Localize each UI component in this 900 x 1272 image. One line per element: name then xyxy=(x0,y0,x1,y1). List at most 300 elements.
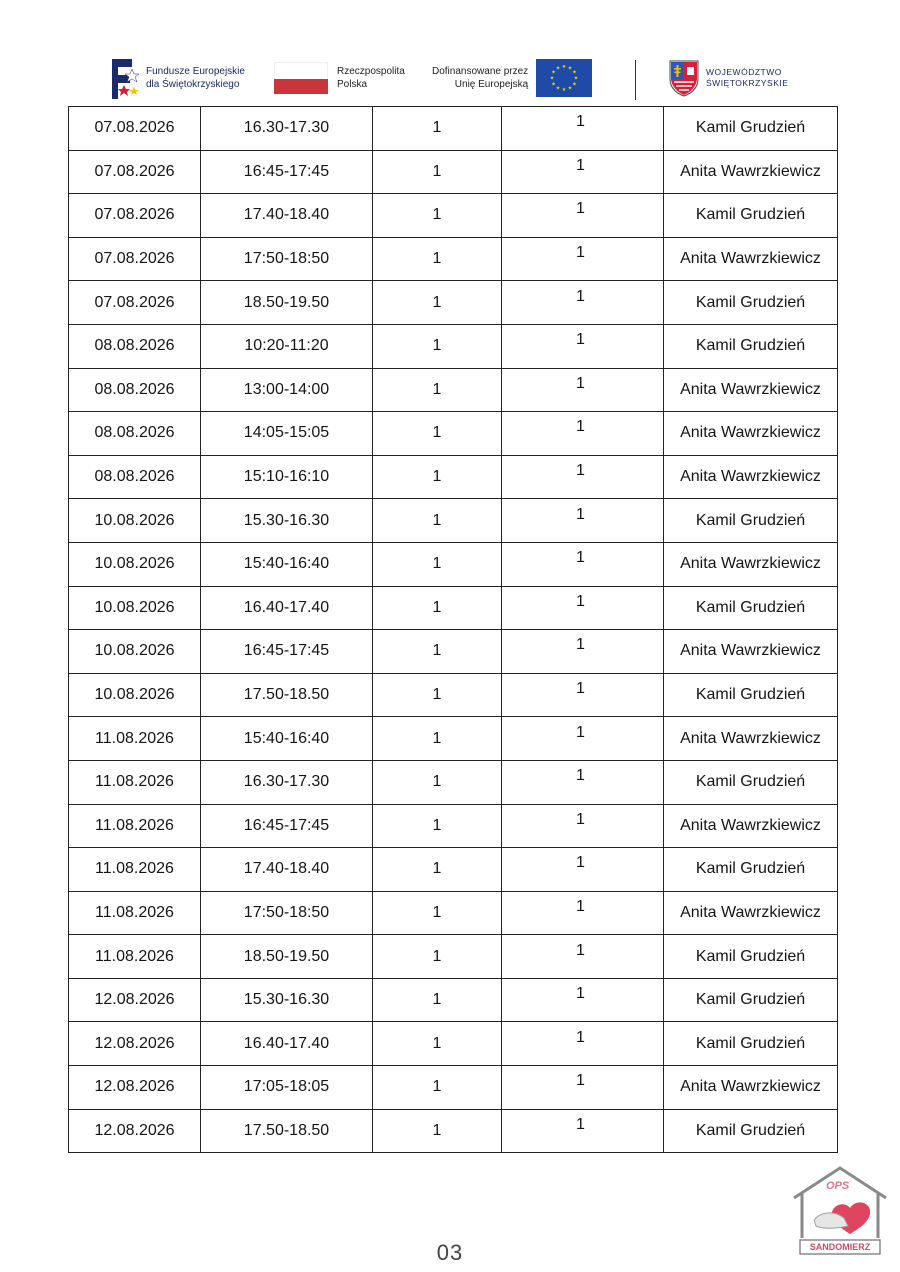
table-row xyxy=(69,107,838,151)
time-cell xyxy=(201,1022,373,1066)
count-cell xyxy=(373,1066,502,1110)
quantity-cell xyxy=(502,324,664,368)
count-cell xyxy=(373,978,502,1022)
count-cell-text: 1 xyxy=(432,206,442,224)
staff-name-cell xyxy=(664,978,838,1022)
quantity-cell-text: 1 xyxy=(576,1072,585,1090)
time-cell xyxy=(201,935,373,979)
staff-name-cell xyxy=(664,891,838,935)
sw-line1: WOJEWÓDZTWO xyxy=(706,67,782,77)
table-row xyxy=(69,1109,838,1153)
date-cell xyxy=(69,1066,201,1110)
table-row xyxy=(69,935,838,979)
staff-name-cell-text: Kamil Grudzień xyxy=(695,511,806,529)
table-row xyxy=(69,324,838,368)
staff-name-cell xyxy=(664,1109,838,1153)
fe-line1: Fundusze Europejskie xyxy=(146,66,245,77)
date-cell-text: 10.08.2026 xyxy=(94,511,175,529)
staff-name-cell-text: Anita Wawrzkiewicz xyxy=(680,903,821,921)
quantity-cell xyxy=(502,542,664,586)
count-cell xyxy=(373,673,502,717)
count-cell-text: 1 xyxy=(432,816,442,834)
count-cell xyxy=(373,107,502,151)
date-cell xyxy=(69,412,201,456)
quantity-cell-text: 1 xyxy=(576,854,585,872)
svg-text:★: ★ xyxy=(573,75,579,82)
quantity-cell-text: 1 xyxy=(576,636,585,654)
date-cell-text: 07.08.2026 xyxy=(94,162,175,180)
staff-name-cell xyxy=(664,542,838,586)
staff-name-cell xyxy=(664,804,838,848)
quantity-cell xyxy=(502,630,664,674)
table-row xyxy=(69,542,838,586)
staff-name-cell xyxy=(664,194,838,238)
svg-text:★: ★ xyxy=(551,81,556,88)
date-cell xyxy=(69,935,201,979)
time-cell xyxy=(201,412,373,456)
quantity-cell xyxy=(502,978,664,1022)
date-cell-text: 12.08.2026 xyxy=(94,1034,175,1052)
count-cell-text: 1 xyxy=(432,162,442,180)
staff-name-cell-text: Kamil Grudzień xyxy=(695,1121,806,1139)
table-row xyxy=(69,848,838,892)
time-cell-text: 15.30-16.30 xyxy=(243,991,330,1009)
eu-flag-icon xyxy=(536,59,592,97)
stamp-sandomierz-text: SANDOMIERZ xyxy=(809,1242,871,1252)
quantity-cell-text: 1 xyxy=(576,549,585,567)
staff-name-cell-text: Anita Wawrzkiewicz xyxy=(680,642,821,660)
quantity-cell-text: 1 xyxy=(576,897,585,915)
polish-flag-icon xyxy=(274,62,328,94)
count-cell xyxy=(373,499,502,543)
table-row xyxy=(69,760,838,804)
date-cell-text: 07.08.2026 xyxy=(94,250,175,268)
staff-name-cell xyxy=(664,107,838,151)
time-cell-text: 16.30-17.30 xyxy=(243,119,330,137)
staff-name-cell-text: Anita Wawrzkiewicz xyxy=(680,162,821,180)
time-cell-text: 16:45-17:45 xyxy=(243,816,330,834)
svg-text:★: ★ xyxy=(572,81,577,88)
date-cell xyxy=(69,717,201,761)
table-row xyxy=(69,412,838,456)
date-cell xyxy=(69,978,201,1022)
quantity-cell xyxy=(502,586,664,630)
time-cell xyxy=(201,542,373,586)
date-cell-text: 12.08.2026 xyxy=(94,991,175,1009)
date-cell-text: 07.08.2026 xyxy=(94,206,175,224)
date-cell-text: 11.08.2026 xyxy=(95,729,174,747)
time-cell xyxy=(201,107,373,151)
table-row xyxy=(69,891,838,935)
table-row xyxy=(69,804,838,848)
quantity-cell-text: 1 xyxy=(576,680,585,698)
table-row xyxy=(69,978,838,1022)
count-cell-text: 1 xyxy=(432,250,442,268)
time-cell-text: 17:50-18:50 xyxy=(243,903,330,921)
date-cell-text: 10.08.2026 xyxy=(94,598,175,616)
svg-text:★: ★ xyxy=(561,64,567,70)
staff-name-cell xyxy=(664,150,838,194)
quantity-cell xyxy=(502,935,664,979)
date-cell xyxy=(69,150,201,194)
count-cell xyxy=(373,717,502,761)
quantity-cell-text: 1 xyxy=(576,505,585,523)
quantity-cell xyxy=(502,368,664,412)
time-cell xyxy=(201,324,373,368)
time-cell xyxy=(201,1109,373,1153)
date-cell xyxy=(69,542,201,586)
time-cell-text: 15:40-16:40 xyxy=(243,729,330,747)
staff-name-cell-text: Kamil Grudzień xyxy=(695,1034,806,1052)
time-cell-text: 18.50-19.50 xyxy=(243,293,330,311)
schedule-table xyxy=(68,106,838,1153)
quantity-cell-text: 1 xyxy=(576,200,585,218)
count-cell-text: 1 xyxy=(432,642,442,660)
staff-name-cell xyxy=(664,760,838,804)
date-cell-text: 11.08.2026 xyxy=(95,860,174,878)
eu-logo xyxy=(432,52,592,104)
quantity-cell xyxy=(502,281,664,325)
date-cell xyxy=(69,760,201,804)
svg-text:★: ★ xyxy=(549,75,555,82)
table-row xyxy=(69,194,838,238)
eu-line2: Unię Europejską xyxy=(454,79,529,90)
staff-name-cell-text: Anita Wawrzkiewicz xyxy=(680,729,821,747)
count-cell-text: 1 xyxy=(432,424,442,442)
time-cell xyxy=(201,499,373,543)
table-row xyxy=(69,586,838,630)
date-cell-text: 11.08.2026 xyxy=(95,903,174,921)
count-cell xyxy=(373,760,502,804)
date-cell xyxy=(69,107,201,151)
count-cell-text: 1 xyxy=(432,860,442,878)
count-cell-text: 1 xyxy=(432,1034,442,1052)
date-cell xyxy=(69,499,201,543)
quantity-cell-text: 1 xyxy=(576,767,585,785)
date-cell xyxy=(69,673,201,717)
date-cell-text: 12.08.2026 xyxy=(94,1078,175,1096)
quantity-cell-text: 1 xyxy=(576,287,585,305)
count-cell-text: 1 xyxy=(432,337,442,355)
staff-name-cell xyxy=(664,586,838,630)
time-cell-text: 15:10-16:10 xyxy=(243,468,330,486)
fe-line2: dla Świętokrzyskiego xyxy=(146,79,240,90)
quantity-cell xyxy=(502,848,664,892)
quantity-cell-text: 1 xyxy=(576,331,585,349)
time-cell xyxy=(201,455,373,499)
date-cell-text: 07.08.2026 xyxy=(94,119,175,137)
count-cell xyxy=(373,150,502,194)
count-cell-text: 1 xyxy=(432,686,442,704)
count-cell xyxy=(373,630,502,674)
count-cell xyxy=(373,412,502,456)
table-row xyxy=(69,717,838,761)
count-cell-text: 1 xyxy=(432,293,442,311)
staff-name-cell-text: Kamil Grudzień xyxy=(695,860,806,878)
staff-name-cell-text: Kamil Grudzień xyxy=(695,293,806,311)
table-row xyxy=(69,237,838,281)
date-cell xyxy=(69,455,201,499)
date-cell xyxy=(69,281,201,325)
date-cell-text: 10.08.2026 xyxy=(94,642,175,660)
staff-name-cell-text: Kamil Grudzień xyxy=(695,947,806,965)
staff-name-cell-text: Kamil Grudzień xyxy=(695,206,806,224)
count-cell-text: 1 xyxy=(432,773,442,791)
time-cell xyxy=(201,848,373,892)
count-cell-text: 1 xyxy=(432,380,442,398)
table-row xyxy=(69,368,838,412)
svg-text:★: ★ xyxy=(567,85,573,92)
date-cell-text: 08.08.2026 xyxy=(94,337,175,355)
date-cell-text: 11.08.2026 xyxy=(95,947,174,965)
count-cell-text: 1 xyxy=(432,903,442,921)
quantity-cell xyxy=(502,499,664,543)
quantity-cell-text: 1 xyxy=(576,941,585,959)
count-cell-text: 1 xyxy=(432,991,442,1009)
page-number: 03 xyxy=(436,1240,464,1265)
staff-name-cell xyxy=(664,281,838,325)
fundusze-europejskie-logo xyxy=(110,52,245,104)
count-cell-text: 1 xyxy=(432,119,442,137)
staff-name-cell xyxy=(664,1066,838,1110)
quantity-cell-text: 1 xyxy=(576,1115,585,1133)
quantity-cell xyxy=(502,455,664,499)
time-cell-text: 15.30-16.30 xyxy=(243,511,330,529)
count-cell xyxy=(373,848,502,892)
swietokrzyskie-logo xyxy=(668,52,788,104)
count-cell xyxy=(373,194,502,238)
svg-text:★: ★ xyxy=(555,85,561,92)
date-cell-text: 12.08.2026 xyxy=(94,1121,175,1139)
date-cell xyxy=(69,1109,201,1153)
date-cell xyxy=(69,324,201,368)
quantity-cell-text: 1 xyxy=(576,723,585,741)
stamp-ops-text: OPS xyxy=(826,1180,850,1192)
quantity-cell-text: 1 xyxy=(576,462,585,480)
count-cell xyxy=(373,935,502,979)
time-cell-text: 13:00-14:00 xyxy=(243,380,330,398)
staff-name-cell-text: Anita Wawrzkiewicz xyxy=(680,555,821,573)
staff-name-cell xyxy=(664,324,838,368)
time-cell xyxy=(201,760,373,804)
time-cell xyxy=(201,630,373,674)
quantity-cell xyxy=(502,673,664,717)
time-cell-text: 17.50-18.50 xyxy=(243,686,330,704)
quantity-cell-text: 1 xyxy=(576,418,585,436)
staff-name-cell-text: Kamil Grudzień xyxy=(695,773,806,791)
date-cell-text: 11.08.2026 xyxy=(95,816,174,834)
staff-name-cell-text: Anita Wawrzkiewicz xyxy=(680,468,821,486)
count-cell xyxy=(373,804,502,848)
sw-line2: ŚWIĘTOKRZYSKIE xyxy=(706,78,789,88)
date-cell xyxy=(69,891,201,935)
quantity-cell xyxy=(502,107,664,151)
staff-name-cell-text: Kamil Grudzień xyxy=(695,991,806,1009)
staff-name-cell xyxy=(664,499,838,543)
time-cell-text: 16:45-17:45 xyxy=(243,162,330,180)
quantity-cell-text: 1 xyxy=(576,374,585,392)
quantity-cell xyxy=(502,1109,664,1153)
coat-of-arms-icon xyxy=(668,59,700,97)
quantity-cell xyxy=(502,1022,664,1066)
time-cell xyxy=(201,891,373,935)
time-cell-text: 18.50-19.50 xyxy=(243,947,330,965)
table-row xyxy=(69,499,838,543)
time-cell-text: 16:45-17:45 xyxy=(243,642,330,660)
staff-name-cell xyxy=(664,935,838,979)
time-cell-text: 17.40-18.40 xyxy=(243,206,330,224)
time-cell-text: 14:05-15:05 xyxy=(243,424,330,442)
staff-name-cell xyxy=(664,848,838,892)
count-cell xyxy=(373,891,502,935)
svg-text:★: ★ xyxy=(555,65,561,72)
time-cell-text: 17.40-18.40 xyxy=(243,860,330,878)
time-cell xyxy=(201,586,373,630)
staff-name-cell xyxy=(664,1022,838,1066)
staff-name-cell xyxy=(664,368,838,412)
count-cell xyxy=(373,586,502,630)
rzeczpospolita-logo xyxy=(274,52,405,104)
quantity-cell-text: 1 xyxy=(576,592,585,610)
time-cell xyxy=(201,673,373,717)
date-cell-text: 11.08.2026 xyxy=(95,773,174,791)
quantity-cell-text: 1 xyxy=(576,113,585,131)
time-cell-text: 17:05-18:05 xyxy=(243,1078,330,1096)
quantity-cell xyxy=(502,150,664,194)
count-cell-text: 1 xyxy=(432,1121,442,1139)
table-row xyxy=(69,150,838,194)
time-cell-text: 16.40-17.40 xyxy=(243,598,330,616)
table-row xyxy=(69,1022,838,1066)
quantity-cell xyxy=(502,891,664,935)
count-cell xyxy=(373,281,502,325)
staff-name-cell-text: Anita Wawrzkiewicz xyxy=(680,816,821,834)
staff-name-cell-text: Anita Wawrzkiewicz xyxy=(680,424,821,442)
quantity-cell xyxy=(502,194,664,238)
staff-name-cell xyxy=(664,455,838,499)
time-cell-text: 16.30-17.30 xyxy=(243,773,330,791)
date-cell xyxy=(69,804,201,848)
staff-name-cell xyxy=(664,412,838,456)
time-cell xyxy=(201,978,373,1022)
date-cell xyxy=(69,194,201,238)
count-cell-text: 1 xyxy=(432,511,442,529)
table-row xyxy=(69,281,838,325)
date-cell-text: 08.08.2026 xyxy=(94,468,175,486)
count-cell-text: 1 xyxy=(432,1078,442,1096)
staff-name-cell-text: Kamil Grudzień xyxy=(695,119,806,137)
date-cell xyxy=(69,237,201,281)
count-cell xyxy=(373,1109,502,1153)
svg-text:★: ★ xyxy=(572,69,577,76)
count-cell-text: 1 xyxy=(432,468,442,486)
time-cell xyxy=(201,150,373,194)
staff-name-cell-text: Kamil Grudzień xyxy=(695,337,806,355)
quantity-cell xyxy=(502,237,664,281)
time-cell xyxy=(201,804,373,848)
staff-name-cell xyxy=(664,630,838,674)
count-cell xyxy=(373,1022,502,1066)
date-cell xyxy=(69,1022,201,1066)
count-cell xyxy=(373,368,502,412)
time-cell xyxy=(201,717,373,761)
staff-name-cell xyxy=(664,717,838,761)
count-cell xyxy=(373,542,502,586)
count-cell-text: 1 xyxy=(432,947,442,965)
date-cell-text: 07.08.2026 xyxy=(94,293,175,311)
quantity-cell xyxy=(502,804,664,848)
time-cell-text: 16.40-17.40 xyxy=(243,1034,330,1052)
quantity-cell-text: 1 xyxy=(576,985,585,1003)
time-cell xyxy=(201,281,373,325)
staff-name-cell xyxy=(664,673,838,717)
staff-name-cell-text: Anita Wawrzkiewicz xyxy=(680,1078,821,1096)
quantity-cell-text: 1 xyxy=(576,244,585,262)
fe-stars-icon xyxy=(110,55,140,101)
count-cell xyxy=(373,455,502,499)
quantity-cell xyxy=(502,760,664,804)
staff-name-cell-text: Anita Wawrzkiewicz xyxy=(680,380,821,398)
time-cell xyxy=(201,368,373,412)
time-cell-text: 10:20-11:20 xyxy=(244,337,329,355)
svg-text:★: ★ xyxy=(551,69,556,76)
table-row xyxy=(69,1066,838,1110)
time-cell xyxy=(201,1066,373,1110)
date-cell-text: 08.08.2026 xyxy=(94,424,175,442)
logo-bar xyxy=(110,52,800,104)
time-cell-text: 17.50-18.50 xyxy=(243,1121,330,1139)
staff-name-cell-text: Anita Wawrzkiewicz xyxy=(680,250,821,268)
count-cell xyxy=(373,237,502,281)
date-cell-text: 10.08.2026 xyxy=(94,686,175,704)
time-cell-text: 15:40-16:40 xyxy=(243,555,330,573)
count-cell-text: 1 xyxy=(432,729,442,747)
staff-name-cell-text: Kamil Grudzień xyxy=(695,686,806,704)
rp-line1: Rzeczpospolita xyxy=(337,66,405,77)
eu-line1: Dofinansowane przez xyxy=(432,66,529,77)
time-cell xyxy=(201,237,373,281)
date-cell xyxy=(69,630,201,674)
date-cell xyxy=(69,848,201,892)
quantity-cell xyxy=(502,412,664,456)
count-cell xyxy=(373,324,502,368)
quantity-cell-text: 1 xyxy=(576,156,585,174)
ops-sandomierz-stamp xyxy=(790,1162,890,1262)
svg-text:★: ★ xyxy=(561,87,567,93)
rp-line2: Polska xyxy=(337,79,368,90)
schedule-table-body xyxy=(69,107,838,1153)
staff-name-cell-text: Kamil Grudzień xyxy=(695,598,806,616)
table-row xyxy=(69,630,838,674)
time-cell-text: 17:50-18:50 xyxy=(243,250,330,268)
time-cell xyxy=(201,194,373,238)
staff-name-cell xyxy=(664,237,838,281)
svg-text:★: ★ xyxy=(567,65,573,72)
quantity-cell xyxy=(502,1066,664,1110)
quantity-cell xyxy=(502,717,664,761)
date-cell xyxy=(69,586,201,630)
table-row xyxy=(69,455,838,499)
table-row xyxy=(69,673,838,717)
date-cell xyxy=(69,368,201,412)
quantity-cell-text: 1 xyxy=(576,810,585,828)
date-cell-text: 10.08.2026 xyxy=(94,555,175,573)
count-cell-text: 1 xyxy=(432,598,442,616)
quantity-cell-text: 1 xyxy=(576,1028,585,1046)
date-cell-text: 08.08.2026 xyxy=(94,380,175,398)
logo-divider xyxy=(635,60,636,100)
count-cell-text: 1 xyxy=(432,555,442,573)
